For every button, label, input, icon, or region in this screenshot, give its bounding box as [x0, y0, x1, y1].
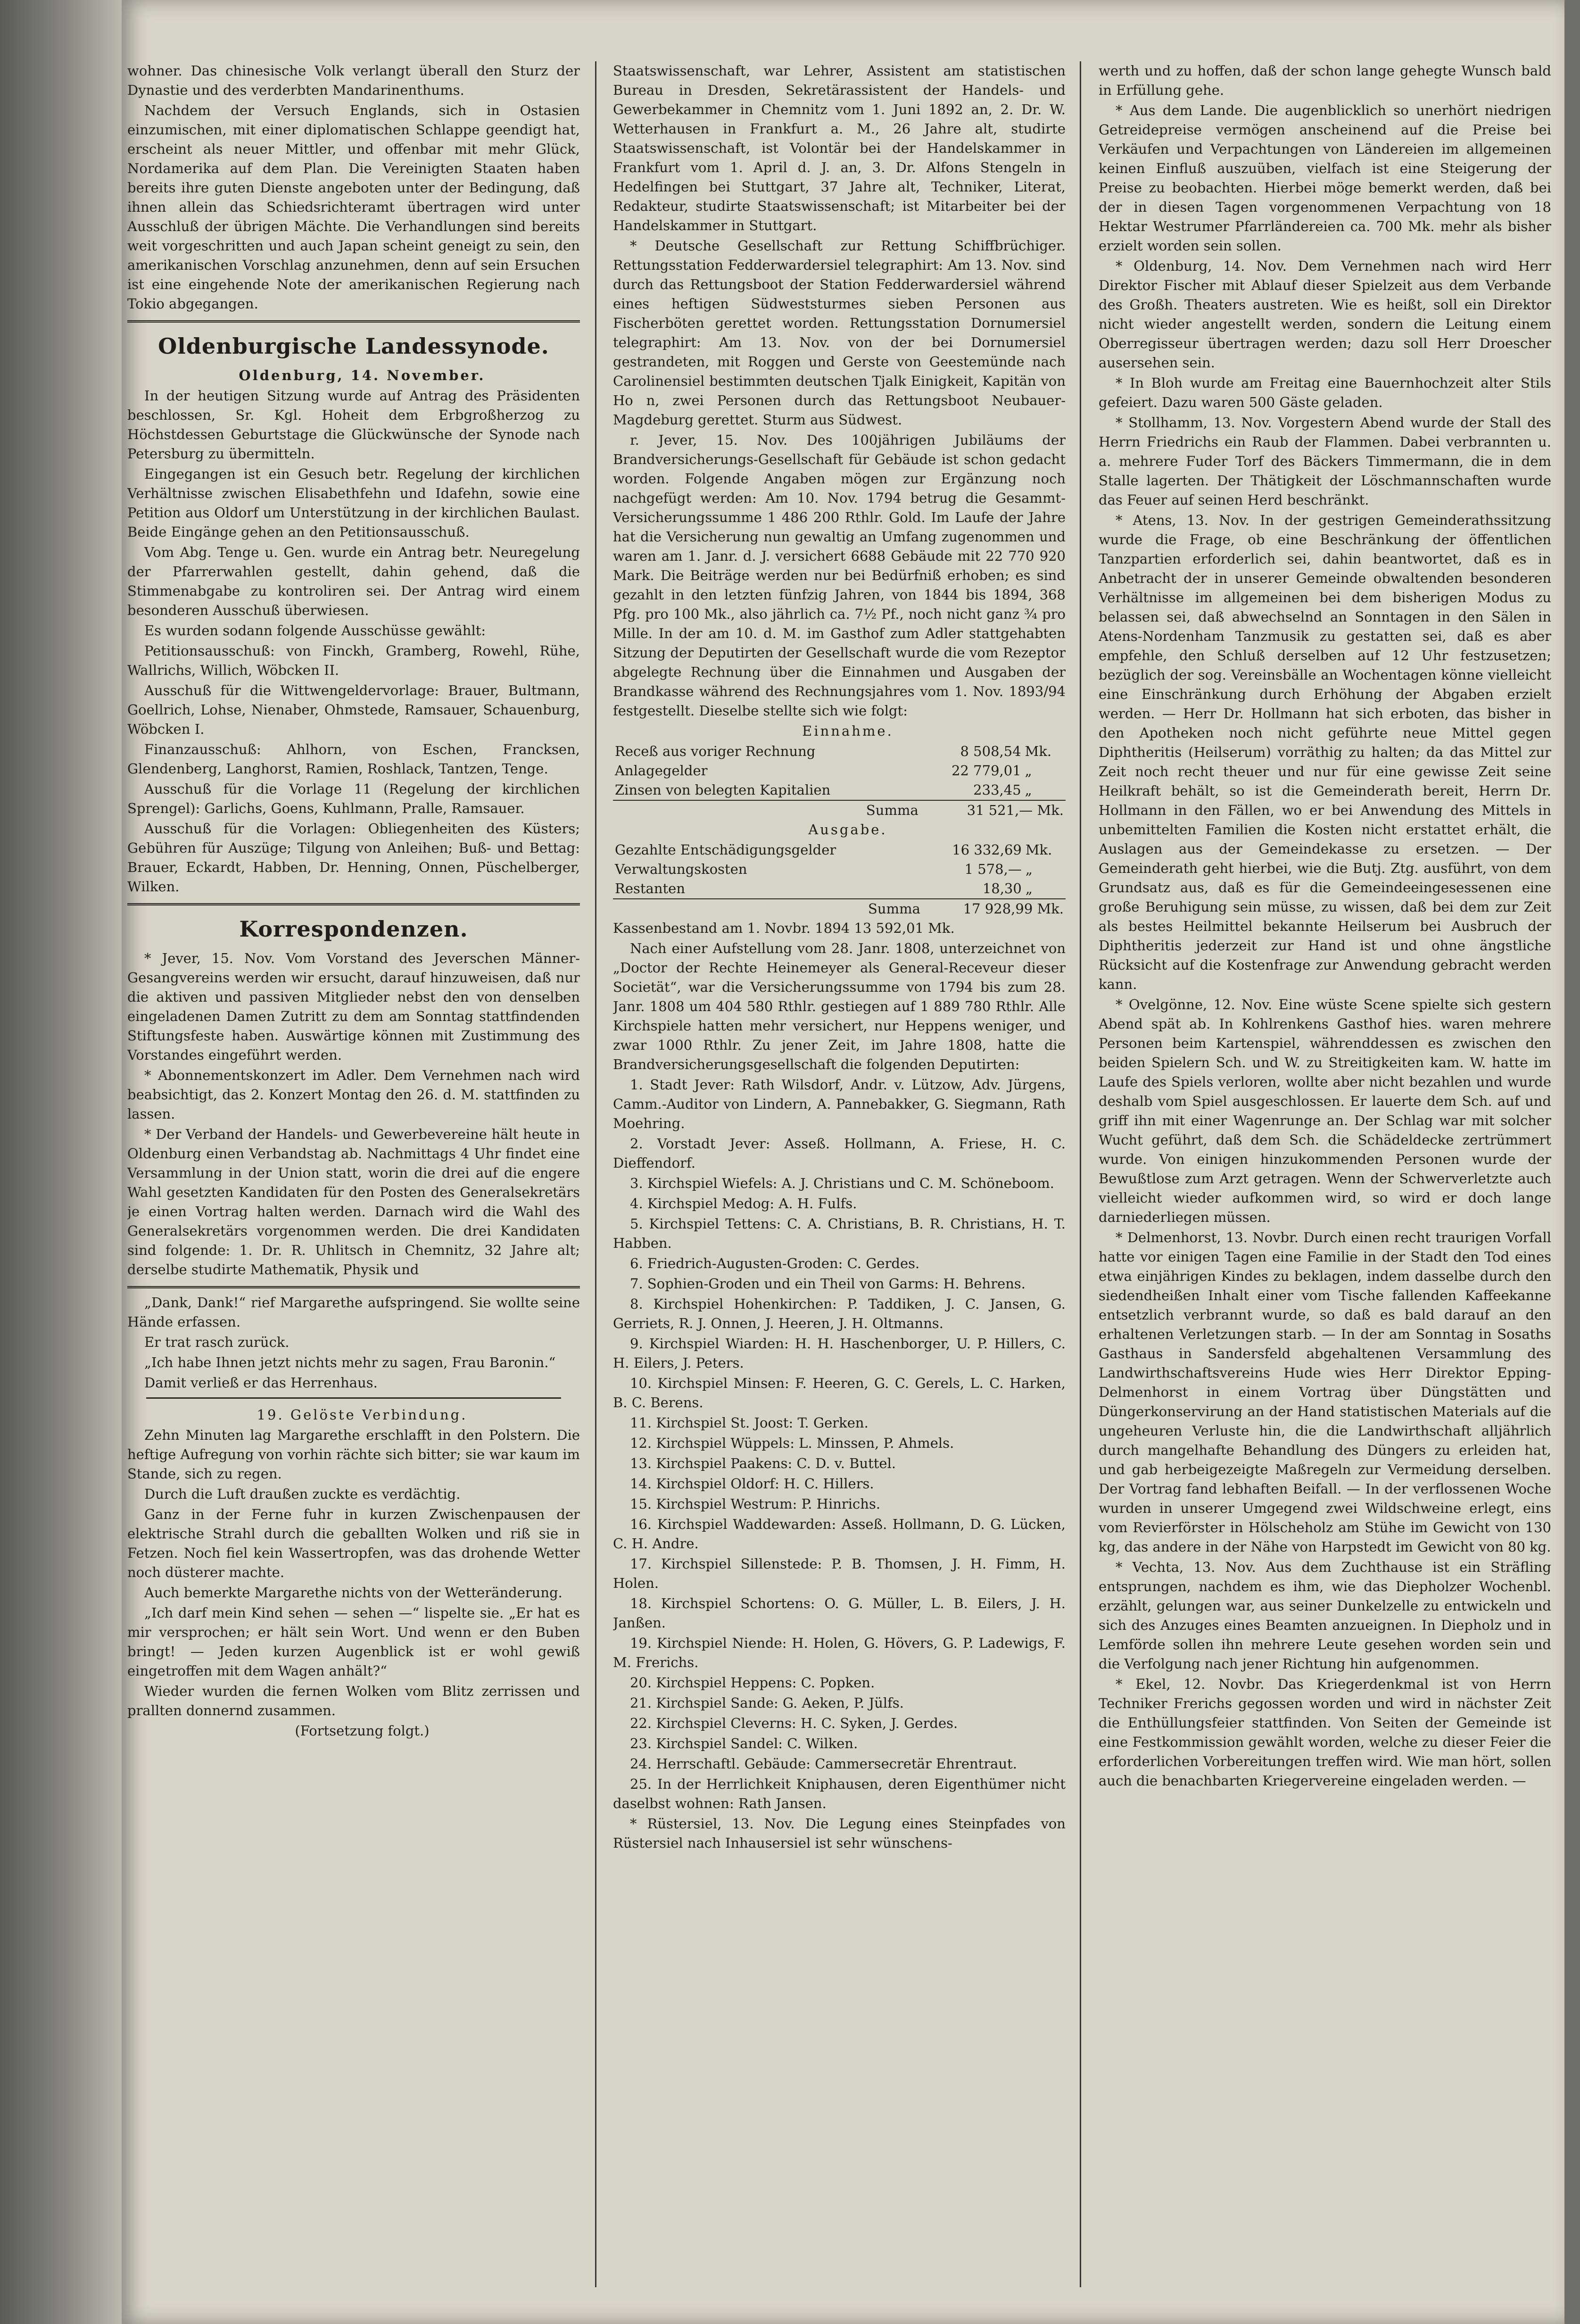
table-row — [613, 761, 1066, 780]
chapter-paragraph: Ganz in der Ferne fuhr in kurzen Zwischenpausen der elektrische Strahl durch die geballten Wolken und riß sie in Fetzen. Noch fiel kein Wassertropfen, was das drohende Wetter noch düsterer machte. — [127, 1506, 580, 1580]
income-table — [613, 742, 1066, 820]
expense-heading: Ausgabe. — [808, 822, 887, 838]
correspondence-paragraph: * Der Verband der Handels- und Gewerbevereine hält heute in Oldenburg einen Verbandstag ab. Nachmittags 4 Uhr findet eine Versammlung in der Union statt, worin die drei auf die engere Wahl gesetzten Kandidaten für den Posten des Generalsekretärs je einen Vortrag halten werden. Darnach wird die Wahl des Generalsekretärs vorgenommen werden. Die drei Kandidaten sind folgende: 1. Dr. R. Uhlitsch in Chemnitz, 32 Jahre alt; derselbe studirte Mathematik, Physik und — [127, 1126, 580, 1278]
income-heading: Einnahme. — [802, 723, 893, 739]
deputy-entry: 15. Kirchspiel Westrum: P. Hinrichs. — [630, 1496, 881, 1512]
account-amount: 233,45 — [973, 782, 1021, 798]
deputy-entry: 17. Kirchspiel Sillenstede: P. B. Thomsen, J. H. Fimm, H. Holen. — [613, 1556, 1066, 1591]
synod-dateline: Oldenburg, 14. November. — [239, 367, 486, 383]
deputy-entry: 8. Kirchspiel Hohenkirchen: P. Taddiken, J. C. Jansen, G. Gerriets, R. J. Onnen, J. Heeren, J. H. Oltmanns. — [613, 1296, 1066, 1331]
account-label: Gezahlte Entschädigungsgelder — [615, 842, 836, 858]
chapter-paragraph: „Ich darf mein Kind sehen — sehen —“ lispelte sie. „Er hat es mir versprochen; er hält sein Wort. Und wenn er den Buben bringt! — Jeden kurzen Augenblick ist er wohl gewiß eingetroffen mit dem Wagen anhält?“ — [127, 1605, 580, 1679]
sum-amount: 17 928,99 Mk. — [922, 899, 1066, 919]
synod-paragraph: Petitionsausschuß: von Finckh, Gramberg, Rowehl, Rühe, Wallrichs, Willich, Wöbcken II. — [127, 643, 580, 678]
separator — [127, 320, 580, 323]
column-2 — [613, 61, 1066, 2306]
account-unit: Mk. — [1025, 842, 1052, 858]
column2-paragraph: r. Jever, 15. Nov. Des 100jährigen Jubiläums der Brandversicherungs-Gesellschaft für Gebäude ist schon gedacht worden. Folgende Angaben mögen zur Ergänzung noch nachgefügt werden: Am 10. Nov. 1794 betrug die Gesammt-Versicherungssumme 1 486 200 Rthlr. Gold. Im Laufe der Jahre hat die Versicherung nun gewaltig an Umfang zugenommen und waren am 1. Janr. d. J. versichert 6688 Gebäude mit 22 770 920 Mark. Die Beiträge werden nur bei Bedürfniß erhoben; es sind gezahlt in den letzten fünfzig Jahren, von 1844 bis 1894, 368 Pfg. pro 100 Mk., also jährlich ca. 7½ Pf., noch nicht ganz ¾ pro Mille. In der am 10. d. M. im Gasthof zum Adler stattgehabten Sitzung der Deputirten der Gesellschaft wurde die vom Rezeptor abgelegte Rechnung über die Einnahmen und Ausgaben der Brandkasse während des Rechnungsjahres vom 1. Nov. 1893/94 festgestellt. Dieselbe stellte sich wie folgt: — [613, 432, 1066, 719]
intro-paragraph-1: wohner. Das chinesische Volk verlangt überall den Sturz der Dynastie und des verderbten Mandarinenthums. — [127, 63, 580, 98]
deputy-entry: 2. Vorstadt Jever: Asseß. Hollmann, A. Friese, H. C. Dieffendorf. — [613, 1136, 1066, 1171]
column3-paragraph: * Delmenhorst, 13. Novbr. Durch einen recht traurigen Vorfall hatte vor einigen Tagen eine Familie in der Stadt den Tod eines etwa einjährigen Kindes zu beklagen, indem dasselbe durch den siedendheißen Inhalt einer vom Tische fallenden Kaffeekanne entsetzlich verbrannt wurde, so daß es bald darauf an den erhaltenen Verletzungen starb. — In der am Sonntag in Sosaths Gasthaus in Sandersfeld abgehaltenen Versammlung des Landwirthschaftsvereins Hude wies Herr Direktor Epping-Delmenhorst in einem Vortrag über Düngstätten und Düngerkonservirung an der Hand statistischen Materials auf die ungeheuren Verluste hin, die die Landwirthschaft alljährlich durch mangelhafte Behandlung des Düngers zu erleiden hat, und gab herbeigezeigte Maßregeln zur Vermeidung derselben. Der Vortrag fand lebhaften Beifall. — In der verflossenen Woche wurden in unserer Umgegend zwei Wildschweine erlegt, eins vom Revierförster in Hölscheholz am Stühe im Gewicht von 130 kg, das andere in der Nähe von Harpstedt im Gewicht von 80 kg. — [1099, 1229, 1551, 1555]
deputy-entry: 1. Stadt Jever: Rath Wilsdorf, Andr. v. Lützow, Adv. Jürgens, Camm.-Auditor von Lindern, A. Pannebakker, G. Siegmann, Rath Moehring. — [613, 1077, 1066, 1131]
account-amount: 18,30 — [982, 880, 1022, 896]
deputy-entry: 20. Kirchspiel Heppens: C. Popken. — [630, 1675, 875, 1691]
synod-paragraph: Vom Abg. Tenge u. Gen. wurde ein Antrag betr. Neuregelung der Pfarrerwahlen gestellt, dahin gehend, daß die Stimmenabgabe zu kontroliren sei. Der Antrag wird einem besonderen Ausschuß überwiesen. — [127, 544, 580, 618]
deputy-entry: 10. Kirchspiel Minsen: F. Heeren, G. C. Gerels, L. C. Harken, B. C. Berens. — [613, 1375, 1066, 1411]
chapter-heading: 19. Gelöste Verbindung. — [256, 1407, 468, 1423]
deputy-entry: 16. Kirchspiel Waddewarden: Asseß. Hollmann, D. G. Lücken, C. H. Andre. — [613, 1516, 1066, 1552]
account-amount: 22 779,01 — [951, 763, 1021, 779]
separator — [127, 903, 580, 905]
account-label: Receß aus voriger Rechnung — [615, 743, 816, 759]
synod-paragraph: Ausschuß für die Vorlage 11 (Regelung der kirchlichen Sprengel): Garlichs, Goens, Kuhlmann, Pralle, Ramsauer. — [127, 781, 580, 816]
account-unit: „ — [1025, 763, 1032, 779]
continued-note: (Fortsetzung folgt.) — [295, 1723, 430, 1739]
chapter-paragraph: Zehn Minuten lag Margarethe erschlafft in den Polstern. Die heftige Aufregung von vorhin rächte sich bitter; sie war kaum im Stande, sich zu regen. — [127, 1427, 580, 1482]
deputy-entry: 21. Kirchspiel Sande: G. Aeken, P. Jülfs. — [630, 1695, 904, 1711]
correspondence-paragraph: * Jever, 15. Nov. Vom Vorstand des Jeverschen Männer-Gesangvereins werden wir ersucht, darauf hinzuweisen, daß nur die aktiven und passiven Mitglieder nebst den von denselben eingeladenen Damen Zutritt zu dem am Sonntag stattfindenden Stiftungsfeste haben. Auswärtige können mit Zustimmung des Vorstandes eingeführt werden. — [127, 950, 580, 1063]
column3-paragraph: * Ekel, 12. Novbr. Das Kriegerdenkmal ist von Herrn Techniker Frerichs gegossen worden und wird in nächster Zeit die Enthüllungsfeier stattfinden. Von Seiten der Gemeinde ist eine Festkommission gewählt worden, welche zu dieser Feier die erforderlichen Vorbereitungen treffen wird. Wie man hört, sollen auch die benachbarten Kriegervereine eingeladen werden. — — [1099, 1676, 1551, 1789]
column2-paragraph: Staatswissenschaft, war Lehrer, Assistent am statistischen Bureau in Dresden, Sekretärassistent der Handels- und Gewerbekammer in Chemnitz vom 1. Juni 1892 an, 2. Dr. W. Wetterhausen in Frankfurt a. M., 26 Jahre alt, studirte Staatswissenschaft, ist Volontär bei der Handelskammer in Frankfurt vom 1. April d. J. an, 3. Dr. Alfons Stengeln in Hedelfingen bei Stuttgart, 37 Jahre alt, Techniker, Literat, Redakteur, studirte Staatswissenschaft; ist Mitarbeiter bei der Handelskammer in Stuttgart. — [613, 63, 1066, 233]
table-row — [613, 742, 1066, 761]
deputy-entry: 5. Kirchspiel Tettens: C. A. Christians, B. R. Christians, H. T. Habben. — [613, 1216, 1066, 1251]
sum-amount: 31 521,— Mk. — [920, 800, 1066, 820]
deputies-list — [613, 1075, 1066, 1813]
correspondence-heading: Korrespondenzen. — [239, 916, 468, 942]
deputy-entry: 6. Friedrich-Augusten-Groden: C. Gerdes. — [630, 1255, 920, 1271]
table-row — [613, 860, 1066, 879]
balance-line: Kassenbestand am 1. Novbr. 1894 13 592,01 Mk. — [613, 920, 955, 936]
account-amount: 1 578,— — [964, 861, 1022, 877]
sum-row — [613, 800, 1066, 820]
table-row — [613, 780, 1066, 800]
expense-table — [613, 840, 1066, 919]
account-unit: Mk. — [1025, 743, 1052, 759]
table-row — [613, 840, 1066, 860]
story-paragraph: „Dank, Dank!“ rief Margarethe aufspringend. Sie wollte seine Hände erfassen. — [127, 1295, 580, 1330]
column3-paragraph: * Ovelgönne, 12. Nov. Eine wüste Scene spielte sich gestern Abend spät ab. In Kohlrenkens Gasthof hies. waren mehrere Personen beim Kartenspiel, währenddessen es zwischen den beiden Spielern Sch. und W. zu Streitigkeiten kam. W. hatte im Laufe des Spiels verloren, wollte aber nicht bezahlen und wurde deshalb vom Spiel ausgeschlossen. Er lauerte dem Sch. auf und griff ihn mit einer Wagenrunge an. Der Schlag war mit solcher Wucht geführt, daß dem Sch. die Schädeldecke zertrümmert wurde. Von einigen hinzukommenden Personen wurde der Bewußtlose zum Arzt getragen. Wenn der Schwerverletzte auch vielleicht wieder aufkommen wird, so wird er doch lange darniederliegen müssen. — [1099, 996, 1551, 1225]
sum-label: Summa — [613, 899, 922, 919]
deputy-entry: 25. In der Herrlichkeit Kniphausen, deren Eigenthümer nicht daselbst wohnen: Rath Jansen. — [613, 1776, 1066, 1811]
synod-paragraph: In der heutigen Sitzung wurde auf Antrag des Präsidenten beschlossen, Sr. Kgl. Hoheit dem Erbgroßherzog zu Höchstdessen Geburtstage die Glückwünsche der Synode nach Petersburg zu übermitteln. — [127, 388, 580, 462]
deputy-entry: 4. Kirchspiel Medog: A. H. Fulfs. — [630, 1195, 857, 1212]
deputy-entry: 22. Kirchspiel Cleverns: H. C. Syken, J. Gerdes. — [630, 1715, 958, 1731]
account-label: Verwaltungskosten — [615, 861, 747, 877]
chapter-paragraph: Durch die Luft draußen zuckte es verdächtig. — [144, 1486, 461, 1502]
separator — [146, 1397, 561, 1399]
column-3 — [1099, 61, 1551, 2306]
account-unit: „ — [1025, 880, 1033, 896]
account-label: Anlagegelder — [615, 763, 708, 779]
deputy-entry: 13. Kirchspiel Paakens: C. D. v. Buttel. — [630, 1455, 896, 1471]
story-paragraph: Damit verließ er das Herrenhaus. — [144, 1375, 378, 1391]
page-edge-shadow — [0, 0, 122, 2324]
deputy-entry: 7. Sophien-Groden und ein Theil von Garms: H. Behrens. — [630, 1276, 1026, 1292]
story-paragraph: „Ich habe Ihnen jetzt nichts mehr zu sagen, Frau Baronin.“ — [144, 1354, 556, 1370]
column3-paragraph: * Stollhamm, 13. Nov. Vorgestern Abend wurde der Stall des Herrn Friedrichs ein Raub der Flammen. Dabei verbrannten u. a. mehrere Fuder Torf des Bäckers Timmermann, die in dem Stalle lagerten. Der Thätigkeit der Löschmannschaften wurde das Feuer auf seinen Herd beschränkt. — [1099, 415, 1551, 508]
deputy-entry: 3. Kirchspiel Wiefels: A. J. Christians und C. M. Schöneboom. — [630, 1175, 1054, 1191]
intro-paragraph-2: Nachdem der Versuch Englands, sich in Ostasien einzumischen, mit einer diplomatischen Schlappe geendigt hat, erscheint als neuer Mittler, und offenbar mit mehr Glück, Nordamerika auf dem Plan. Die Vereinigten Staaten haben bereits ihre guten Dienste angeboten unter der Bedingung, daß ihnen allein das Schiedsrichteramt übertragen wird unter Ausschluß der übrigen Mächte. Die Verhandlungen sind bereits weit vorgeschritten und auch Japan scheint geneigt zu sein, den amerikanischen Vorschlag anzunehmen, denn auf sein Ersuchen ist eine eingehende Note der amerikanischen Regierung nach Tokio abgegangen. — [127, 102, 580, 312]
column3-paragraph: werth und zu hoffen, daß der schon lange gehegte Wunsch bald in Erfüllung gehe. — [1099, 63, 1551, 98]
feuilleton-separator — [127, 1286, 580, 1288]
story-paragraph: Er trat rasch zurück. — [144, 1334, 290, 1350]
deputy-entry: 9. Kirchspiel Wiarden: H. H. Haschenborger, U. P. Hillers, C. H. Eilers, J. Peters. — [613, 1336, 1066, 1371]
deputy-entry: 23. Kirchspiel Sandel: C. Wilken. — [630, 1735, 858, 1751]
synod-paragraph: Finanzausschuß: Ahlhorn, von Eschen, Francksen, Glendenberg, Langhorst, Ramien, Roshlack, Tantzen, Tenge. — [127, 741, 580, 777]
column3-paragraph: * In Bloh wurde am Freitag eine Bauernhochzeit alter Stils gefeiert. Dazu waren 500 Gäste geladen. — [1099, 375, 1551, 410]
column3-paragraph: * Aus dem Lande. Die augenblicklich so unerhört niedrigen Getreidepreise vermögen anscheinend auf die Preise bei Verkäufen und Verpachtungen von Ländereien im allgemeinen keinen Einfluß auszuüben, vielfach ist eine Steigerung der Preise zu beobachten. Hierbei möge bemerkt werden, daß bei der in diesen Tagen vorgenommenen Verpachtung von 18 Hektar Westrumer Pfarrländereien ca. 700 Mk. mehr als bisher erzielt worden sein sollen. — [1099, 102, 1551, 254]
table-row — [613, 879, 1066, 899]
synod-paragraph: Eingegangen ist ein Gesuch betr. Regelung der kirchlichen Verhältnisse zwischen Elisabethfehn und Idafehn, sowie eine Petition aus Oldorf um Unterstützung in der kirchlichen Baulast. Beide Eingänge gehen an den Petitionsausschuß. — [127, 466, 580, 540]
column3-paragraph: * Vechta, 13. Nov. Aus dem Zuchthause ist ein Sträfling entsprungen, nachdem es ihm, wie das Diepholzer Wochenbl. erzählt, gelungen war, aus seiner Dunkelzelle zu entwickeln und sich des Anzuges eines Beamten anzueignen. In Diepholz und in Lemförde sollen ihn mehrere Leute gesehen worden sein und die Verfolgung nach jener Richtung hin aufgenommen. — [1099, 1559, 1551, 1672]
account-label: Restanten — [615, 880, 685, 896]
deputy-entry: 14. Kirchspiel Oldorf: H. C. Hillers. — [630, 1476, 874, 1492]
deputy-entry: 18. Kirchspiel Schortens: O. G. Müller, L. B. Eilers, J. H. Janßen. — [613, 1595, 1066, 1631]
account-unit: „ — [1025, 861, 1033, 877]
column3-paragraph: * Oldenburg, 14. Nov. Dem Vernehmen nach wird Herr Direktor Fischer mit Ablauf dieser Spielzeit aus dem Verbande des Großh. Theaters austreten. Wie es heißt, soll ein Direktor nicht wieder angestellt werden, sondern die Leitung einem Oberregisseur übertragen werden; dazu soll Herr Droescher ausersehen sein. — [1099, 258, 1551, 371]
column2-paragraph: Nach einer Aufstellung vom 28. Janr. 1808, unterzeichnet von „Doctor der Rechte Heinemeyer als General-Receveur dieser Societät“, war die Versicherungssumme von 1794 bis zum 28. Janr. 1808 um 404 580 Rthlr. gestiegen auf 1 889 780 Rthlr. Alle Kirchspiele hatten mehr versichert, nur Heppens weniger, und zwar 1000 Rthlr. Zu jener Zeit, im Jahre 1808, hatte die Brandversicherungsgesellschaft die folgenden Deputirten: — [613, 940, 1066, 1072]
deputy-entry: 12. Kirchspiel Wüppels: L. Minssen, P. Ahmels. — [630, 1435, 954, 1451]
deputy-entry: 19. Kirchspiel Niende: H. Holen, G. Hövers, G. P. Ladewigs, F. M. Frerichs. — [613, 1635, 1066, 1670]
account-amount: 16 332,69 — [952, 842, 1022, 858]
column3-paragraph: * Atens, 13. Nov. In der gestrigen Gemeinderathssitzung wurde die Frage, ob eine Beschränkung der öffentlichen Tanzpartien erforderlich sei, dahin beantwortet, daß es in Anbetracht der in unserer Gemeinde obwaltenden besonderen Verhältnisse im allgemeinen bei dem bisherigen Modus zu belassen sei, daß abwechselnd an Sonntagen in den Sälen in Atens-Nordenham Tanzmusik zu gestatten sei, daß es aber empfehle, den Schluß derselben auf 12 Uhr festzusetzen; bezüglich der sog. Vereinsbälle an Wochentagen könne vielleicht eine Einschränkung durch Erhöhung der Abgaben erzielt werden. — Herr Dr. Hollmann hat sich erboten, das bisher in den Apotheken noch nicht geführte neue Mittel gegen Diphtheritis (Heilserum) vorräthig zu halten; da das Mittel zur Zeit noch recht theuer und nur für eine gewisse Zeit seine Heilkraft behält, so ist die Gemeinderath bereit, Herrn Dr. Hollmann in den Fällen, wo er bei Anwendung des Mittels in unbemittelten Familien die Kosten nicht erstattet erhält, die Auslagen aus der Gemeindekasse zu ersetzen. — Der Gemeinderath geht hierbei, wie die Butj. Ztg. ausführt, von dem Grundsatz aus, daß es für die Gemeindeeingesessenen eine große Beruhigung sein müsse, zu wissen, daß bei dem zur Zeit als bestes Heilmittel bekannte Heilserum bei Ausbruch der Diphtheritis jederzeit zur Hand ist und ohne ängstliche Rücksicht auf die Kostenfrage zur Anwendung gebracht werden kann. — [1099, 512, 1551, 992]
synod-heading: Oldenburgische Landessynode. — [158, 333, 549, 359]
column2-paragraph: * Rüstersiel, 13. Nov. Die Legung eines Steinpfades von Rüstersiel nach Inhausersiel ist sehr wünschens- — [613, 1816, 1066, 1851]
synod-paragraph: Es wurden sodann folgende Ausschüsse gewählt: — [144, 622, 486, 639]
column-rule-1 — [595, 61, 596, 2287]
column2-paragraph: * Deutsche Gesellschaft zur Rettung Schiffbrüchiger. Rettungsstation Fedderwardersiel telegraphirt: Am 13. Nov. sind durch das Rettungsboot der Station Fedderwardersiel während eines heftigen Südweststurmes sieben Personen aus Fischerböten gerettet worden. Rettungsstation Dornumersiel telegraphirt: Am 13. Nov. von der bei Dornumersiel gestrandeten, mit Roggen und Gerste von Geestemünde nach Carolinensiel bestimmten deutschen Tjalk Einigkeit, Kapitän von Ho n, zwei Personen durch das Rettungsboot Neubauer-Magdeburg gerettet. Sturm aus Südwest. — [613, 238, 1066, 428]
feuilleton-story — [127, 1293, 580, 1741]
deputy-entry: 11. Kirchspiel St. Joost: T. Gerken. — [630, 1415, 869, 1431]
chapter-paragraph: Wieder wurden die fernen Wolken vom Blitz zerrissen und prallten donnernd zusammen. — [127, 1683, 580, 1718]
sum-label: Summa — [613, 800, 920, 820]
deputy-entry: 24. Herrschaftl. Gebäude: Cammersecretär Ehrentraut. — [630, 1756, 1017, 1772]
synod-paragraph: Ausschuß für die Vorlagen: Obliegenheiten des Küsters; Gebühren für Auszüge; Tilgung von Anleihen; Buß- und Bettag: Brauer, Eckardt, Habben, Dr. Henning, Onnen, Püschelberger, Wilken. — [127, 821, 580, 895]
synod-paragraph: Ausschuß für die Wittwengeldervorlage: Brauer, Bultmann, Goellrich, Lohse, Nienaber, Ohmstede, Ramsauer, Schauenburg, Wöbcken I. — [127, 682, 580, 737]
chapter-paragraph: Auch bemerkte Margarethe nichts von der Wetteränderung. — [144, 1585, 563, 1601]
correspondence-paragraph: * Abonnementskonzert im Adler. Dem Vernehmen nach wird beabsichtigt, das 2. Konzert Montag den 26. d. M. stattfinden zu lassen. — [127, 1067, 580, 1122]
column-1 — [127, 61, 580, 2287]
sum-row — [613, 899, 1066, 919]
account-unit: „ — [1025, 782, 1032, 798]
column-rule-2 — [1080, 61, 1081, 2287]
account-label: Zinsen von belegten Kapitalien — [615, 782, 831, 798]
account-amount: 8 508,54 — [960, 743, 1021, 759]
